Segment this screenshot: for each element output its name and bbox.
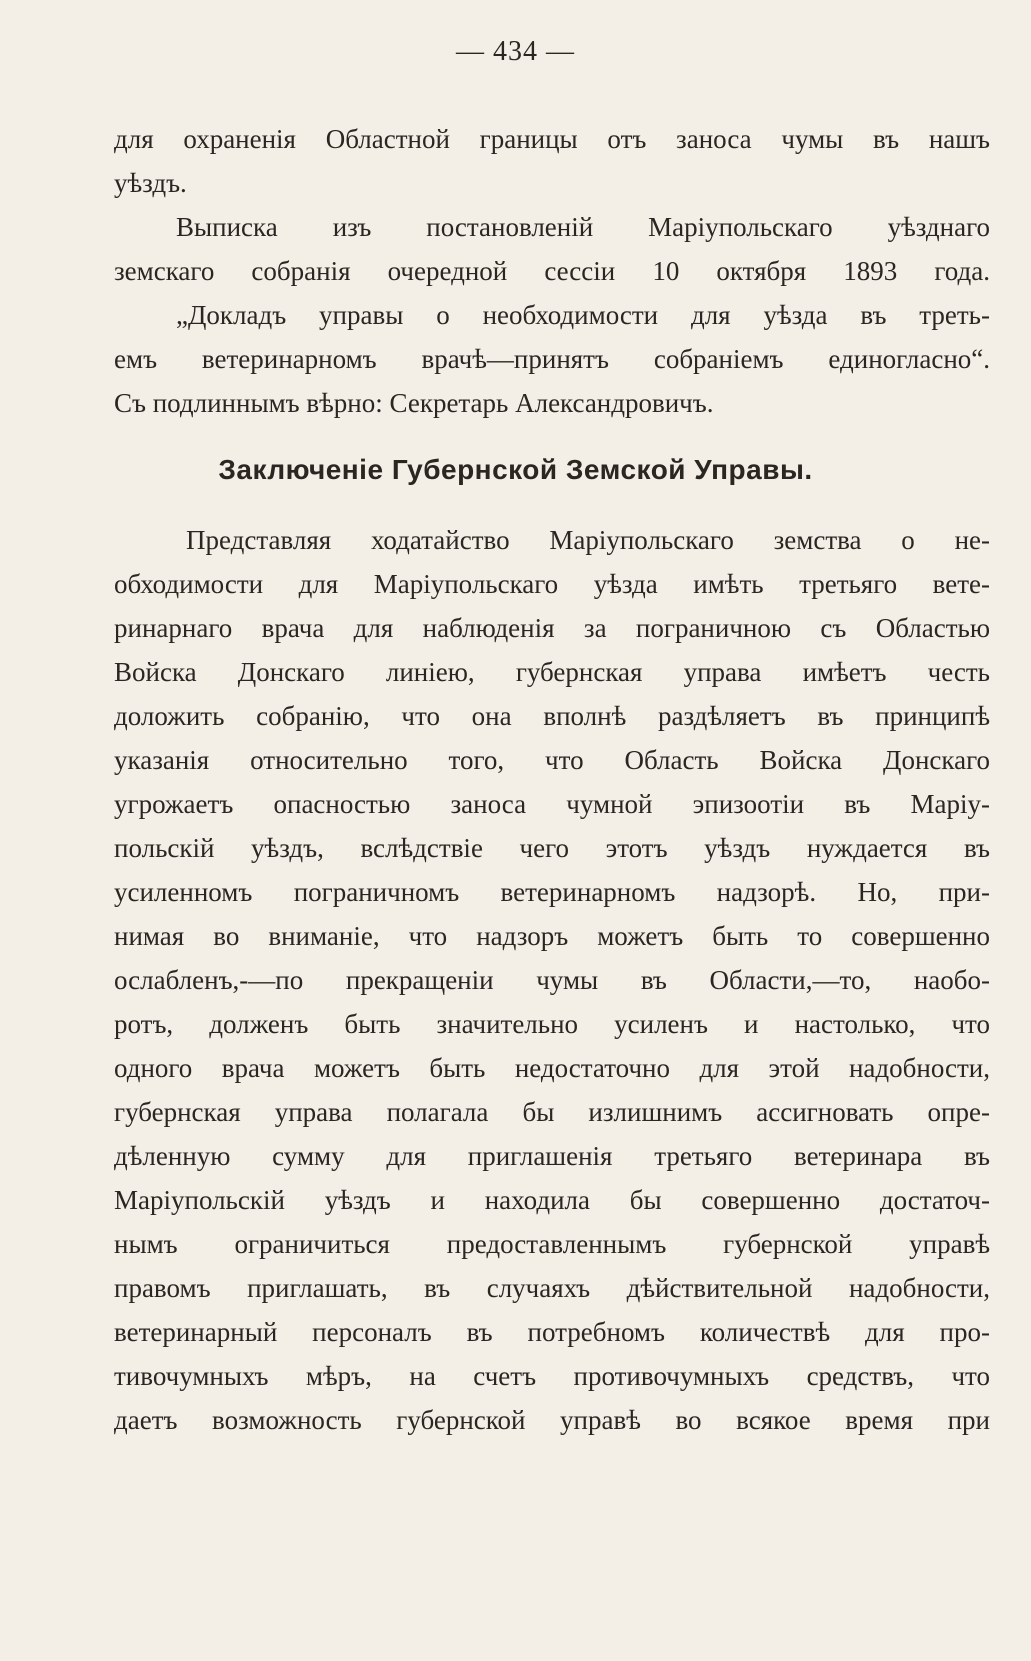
text-line: ослабленъ,-—по прекращеніи чумы въ Области,—то, наобо-: [114, 965, 990, 995]
text-line: угрожаетъ опасностью заноса чумной эпизоотіи въ Маріу-: [114, 789, 990, 819]
text-line: для охраненія Областной границы отъ заноса чумы въ нашъ: [114, 124, 990, 154]
text-line: губернская управа полагала бы излишнимъ ассигновать опре-: [114, 1097, 990, 1127]
text-line: обходимости для Маріупольскаго уѣзда имѣть третьяго вете-: [114, 569, 990, 599]
text-line: нимая во вниманіе, что надзоръ можетъ быть то совершенно: [114, 921, 990, 951]
text-line: ветеринарный персоналъ въ потребномъ количествѣ для про-: [114, 1317, 990, 1347]
section-heading: Заключеніе Губернской Земской Управы.: [218, 454, 813, 485]
text-line: Войска Донскаго линіею, губернская управа имѣетъ честь: [114, 657, 990, 687]
text-line: усиленномъ пограничномъ ветеринарномъ надзорѣ. Но, при-: [114, 877, 990, 907]
text-line: Представляя ходатайство Маріупольскаго земства о не-: [186, 525, 990, 555]
text-line: Выписка изъ постановленій Маріупольскаго уѣзднаго: [176, 212, 990, 242]
text-line: земскаго собранія очередной сессіи 10 октября 1893 года.: [114, 256, 990, 286]
text-line: дѣленную сумму для приглашенія третьяго ветеринара въ: [114, 1141, 990, 1171]
text-line: Маріупольскій уѣздъ и находила бы совершенно достаточ-: [114, 1185, 990, 1215]
text-line: доложить собранію, что она вполнѣ раздѣляетъ въ принципѣ: [114, 701, 990, 731]
text-line: правомъ приглашать, въ случаяхъ дѣйствительной надобности,: [114, 1273, 990, 1303]
text-line: Съ подлиннымъ вѣрно: Секретарь Александровичъ.: [114, 388, 714, 418]
text-line: „Докладъ управы о необходимости для уѣзда въ треть-: [176, 300, 990, 330]
text-line: польскій уѣздъ, вслѣдствіе чего этотъ уѣздъ нуждается въ: [114, 833, 990, 863]
page-number: — 434 —: [456, 36, 575, 67]
text-line: указанія относительно того, что Область Войска Донскаго: [114, 745, 990, 775]
text-line: ротъ, долженъ быть значительно усиленъ и настолько, что: [114, 1009, 990, 1039]
text-line: емъ ветеринарномъ врачѣ—принятъ собраніемъ единогласно“.: [114, 344, 990, 374]
text-line: ринарнаго врача для наблюденія за пограничною съ Областью: [114, 613, 990, 643]
text-line: одного врача можетъ быть недостаточно для этой надобности,: [114, 1053, 990, 1083]
text-line: уѣздъ.: [114, 168, 187, 198]
text-line: нымъ ограничиться предоставленнымъ губернской управѣ: [114, 1229, 990, 1259]
text-line: тивочумныхъ мѣръ, на счетъ противочумныхъ средствъ, что: [114, 1361, 990, 1391]
text-line: даетъ возможность губернской управѣ во всякое время при: [114, 1405, 990, 1435]
